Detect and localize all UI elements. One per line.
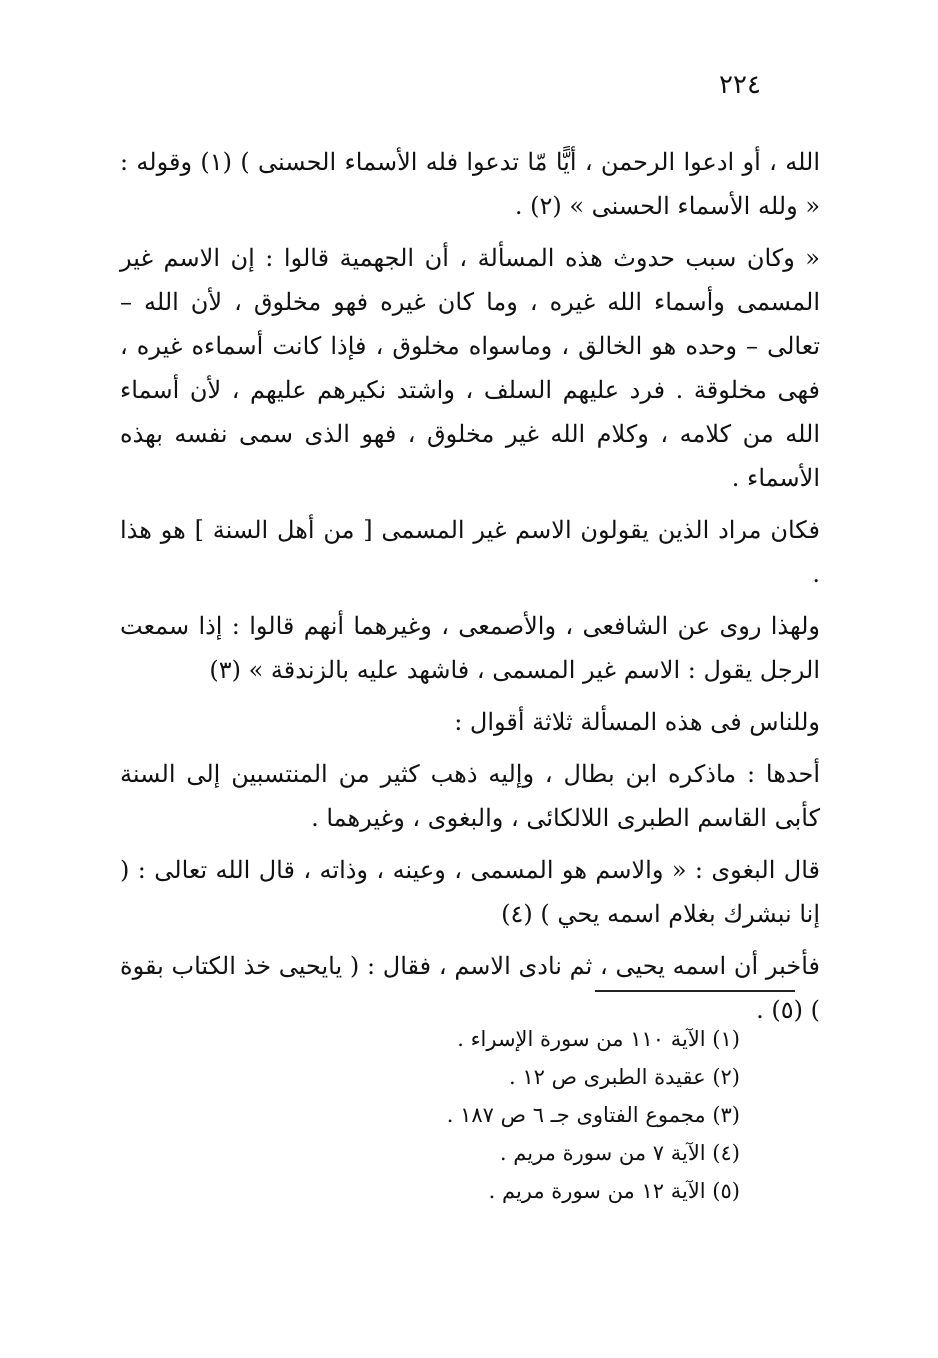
- paragraph: وللناس فى هذه المسألة ثلاثة أقوال :: [454, 708, 820, 736]
- footnote: (٣) مجموع الفتاوى جـ ٦ ص ١٨٧ .: [446, 1103, 740, 1127]
- footnote: (٤) الآية ٧ من سورة مريم .: [499, 1141, 740, 1165]
- body-text: [120, 140, 820, 1040]
- paragraph: أحدها : ماذكره ابن بطال ، وإليه ذهب كثير من المنتسبين إلى السنة كأبى القاسم الطبرى اللالكائى ، والبغوى ، وغيرهما .: [120, 760, 820, 832]
- paragraph: فكان مراد الذين يقولون الاسم غير المسمى [ من أهل السنة ] هو هذا .: [120, 516, 820, 588]
- footnote-separator: [595, 990, 795, 992]
- footnote: (١) الآية ١١٠ من سورة الإسراء .: [457, 1027, 740, 1051]
- paragraph: « وكان سبب حدوث هذه المسألة ، أن الجهمية قالوا : إن الاسم غير المسمى وأسماء الله غيره ، وما كان غيره فهو مخلوق ، لأن الله – تعالى – وحده هو الخالق ، وماسواه مخلوق ، فإذا كانت أسماءه غيره ، فهى مخلوقة . فرد عليهم السلف ، واشتد نكيرهم عليهم ، لأن أسماء الله من كلامه ، وكلام الله غير مخلوق ، فهو الذى سمى نفسه بهذه الأسماء .: [120, 244, 820, 492]
- paragraph: الله ، أو ادعوا الرحمن ، أيًّا مّا تدعوا فله الأسماء الحسنى ) (١) وقوله : « ولله الأسماء الحسنى » (٢) .: [120, 148, 820, 220]
- footnotes-list: [360, 1020, 740, 1210]
- footnote: (٥) الآية ١٢ من سورة مريم .: [488, 1179, 740, 1203]
- footnote: (٢) عقيدة الطبرى ص ١٢ .: [508, 1065, 740, 1089]
- page-number: ٢٢٤: [719, 70, 761, 100]
- paragraph: قال البغوى : « والاسم هو المسمى ، وعينه ، وذاته ، قال الله تعالى : ( إنا نبشرك بغلام اسمه يحي ) (٤): [120, 856, 820, 928]
- paragraph: فأخبر أن اسمه يحيى ، ثم نادى الاسم ، فقال : ( يايحيى خذ الكتاب بقوة ) (٥) .: [120, 952, 820, 1024]
- paragraph: ولهذا روى عن الشافعى ، والأصمعى ، وغيرهما أنهم قالوا : إذا سمعت الرجل يقول : الاسم غير المسمى ، فاشهد عليه بالزندقة » (٣): [120, 612, 820, 684]
